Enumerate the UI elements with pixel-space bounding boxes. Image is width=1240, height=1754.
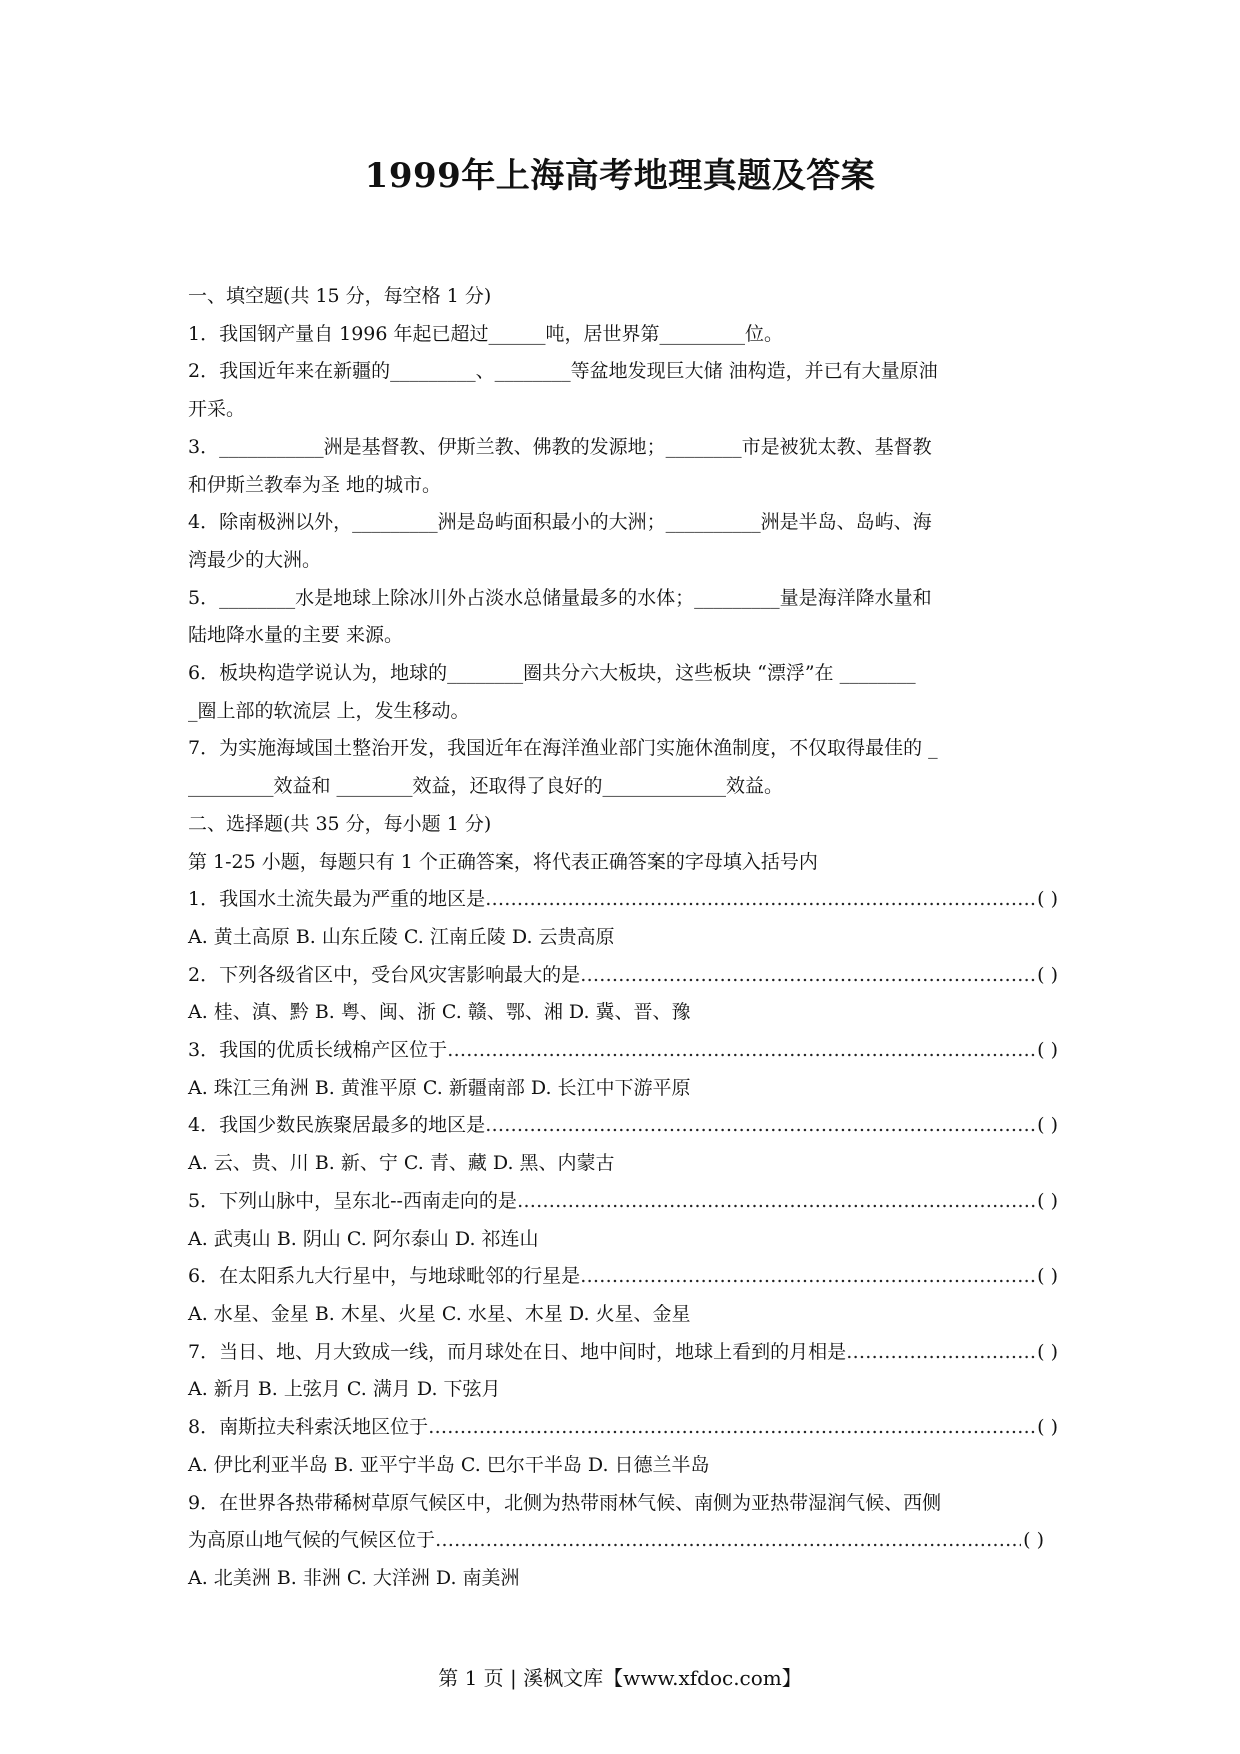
question-text: 8．南斯拉夫科索沃地区位于	[188, 1416, 429, 1439]
dot-leader	[580, 957, 1035, 995]
question-6	[188, 1258, 1058, 1296]
answer-bracket: ( )	[1037, 1114, 1058, 1137]
question-9-text: 9．在世界各热带稀树草原气候区中，北侧为热带雨林气候、南侧为亚热带湿润气候、西侧	[188, 1491, 942, 1514]
fill-in-line: 湾最少的大洲。	[188, 548, 322, 571]
fill-in-line: 开采。	[188, 398, 246, 421]
dot-leader	[517, 1183, 1035, 1221]
fill-in-line: _________效益和 ________效益，还取得了良好的_____________效益。	[188, 775, 784, 798]
dot-leader	[846, 1334, 1035, 1372]
answer-bracket: ( )	[1037, 963, 1058, 986]
answer-bracket: ( )	[1037, 1265, 1058, 1288]
dot-leader	[485, 1107, 1035, 1145]
question-text: 4．我国少数民族聚居最多的地区是	[188, 1114, 486, 1137]
question-text: 7．当日、地、月大致成一线，而月球处在日、地中间时，地球上看到的月相是	[188, 1340, 847, 1363]
question-5	[188, 1183, 1058, 1221]
dot-leader	[485, 881, 1035, 919]
answer-bracket: ( )	[1037, 1189, 1058, 1212]
question-7	[188, 1334, 1058, 1372]
question-4-options: A. 云、贵、川 B. 新、宁 C. 青、藏 D. 黑、内蒙古	[188, 1152, 615, 1175]
dot-leader	[435, 1522, 1021, 1560]
fill-in-line: 陆地降水量的主要 来源。	[188, 624, 404, 647]
question-text: 6．在太阳系九大行星中，与地球毗邻的行星是	[188, 1265, 581, 1288]
question-3	[188, 1032, 1058, 1070]
dot-leader	[447, 1032, 1035, 1070]
answer-bracket: ( )	[1037, 888, 1058, 911]
fill-in-line: 7．为实施海域国土整治开发，我国近年在海洋渔业部门实施休渔制度，不仅取得最佳的 _	[188, 737, 938, 760]
question-2-options: A. 桂、滇、黔 B. 粤、闽、浙 C. 赣、鄂、湘 D. 冀、晋、豫	[188, 1001, 691, 1024]
question-9	[188, 1522, 1058, 1560]
document-body	[188, 278, 1058, 1598]
question-6-options: A. 水星、金星 B. 木星、火星 C. 水星、木星 D. 火星、金星	[188, 1302, 691, 1325]
question-8	[188, 1409, 1058, 1447]
question-7-options: A. 新月 B. 上弦月 C. 满月 D. 下弦月	[188, 1378, 501, 1401]
dot-leader	[580, 1258, 1035, 1296]
question-text: 5．下列山脉中，呈东北--西南走向的是	[188, 1189, 517, 1212]
page-footer: 第 1 页 | 溪枫文库【www.xfdoc.com】	[438, 1666, 802, 1690]
question-text: 3．我国的优质长绒棉产区位于	[188, 1039, 448, 1062]
question-text: 1．我国水土流失最为严重的地区是	[188, 888, 486, 911]
question-text: 为高原山地气候的气候区位于	[188, 1529, 436, 1552]
fill-in-line: 4．除南极洲以外，_________洲是岛屿面积最小的大洲；__________洲是半岛、岛屿、海	[188, 511, 932, 534]
question-2	[188, 957, 1058, 995]
question-4	[188, 1107, 1058, 1145]
answer-bracket: ( )	[1037, 1340, 1058, 1363]
section-instructions: 第 1-25 小题，每题只有 1 个正确答案，将代表正确答案的字母填入括号内	[188, 850, 818, 873]
question-1-options: A. 黄土高原 B. 山东丘陵 C. 江南丘陵 D. 云贵高原	[188, 925, 615, 948]
fill-in-line: 2．我国近年来在新疆的_________、________等盆地发现巨大储 油构造，并已有大量原油	[188, 360, 938, 383]
question-text: 2．下列各级省区中，受台风灾害影响最大的是	[188, 963, 581, 986]
question-3-options: A. 珠江三角洲 B. 黄淮平原 C. 新疆南部 D. 长江中下游平原	[188, 1076, 691, 1099]
answer-bracket: ( )	[1037, 1416, 1058, 1439]
dot-leader	[428, 1409, 1035, 1447]
question-9-options: A. 北美洲 B. 非洲 C. 大洋洲 D. 南美洲	[188, 1566, 520, 1589]
fill-in-line: 1．我国钢产量自 1996 年起已超过______吨，居世界第_________位。	[188, 322, 784, 345]
answer-bracket: ( )	[1037, 1039, 1058, 1062]
fill-in-line: 5．________水是地球上除冰川外占淡水总储量最多的水体；_________量是海洋降水量和	[188, 586, 932, 609]
fill-in-line: 3．___________洲是基督教、伊斯兰教、佛教的发源地；________市是被犹太教、基督教	[188, 435, 932, 458]
fill-in-line: 6．板块构造学说认为，地球的________圈共分六大板块，这些板块 “漂浮”在 ________	[188, 662, 916, 685]
fill-in-line: _圈上部的软流层 上，发生移动。	[188, 699, 470, 722]
answer-bracket: ( )	[1023, 1529, 1044, 1552]
question-5-options: A. 武夷山 B. 阴山 C. 阿尔泰山 D. 祁连山	[188, 1227, 539, 1250]
section-heading-multiple-choice: 二、选择题(共 35 分，每小题 1 分)	[188, 812, 492, 835]
question-1	[188, 881, 1058, 919]
section-heading-fill-in: 一、填空题(共 15 分，每空格 1 分)	[188, 285, 492, 307]
page-title: 1999年上海高考地理真题及答案	[364, 156, 876, 196]
question-8-options: A. 伊比利亚半岛 B. 亚平宁半岛 C. 巴尔干半岛 D. 日德兰半岛	[188, 1453, 710, 1476]
fill-in-line: 和伊斯兰教奉为圣 地的城市。	[188, 473, 442, 496]
